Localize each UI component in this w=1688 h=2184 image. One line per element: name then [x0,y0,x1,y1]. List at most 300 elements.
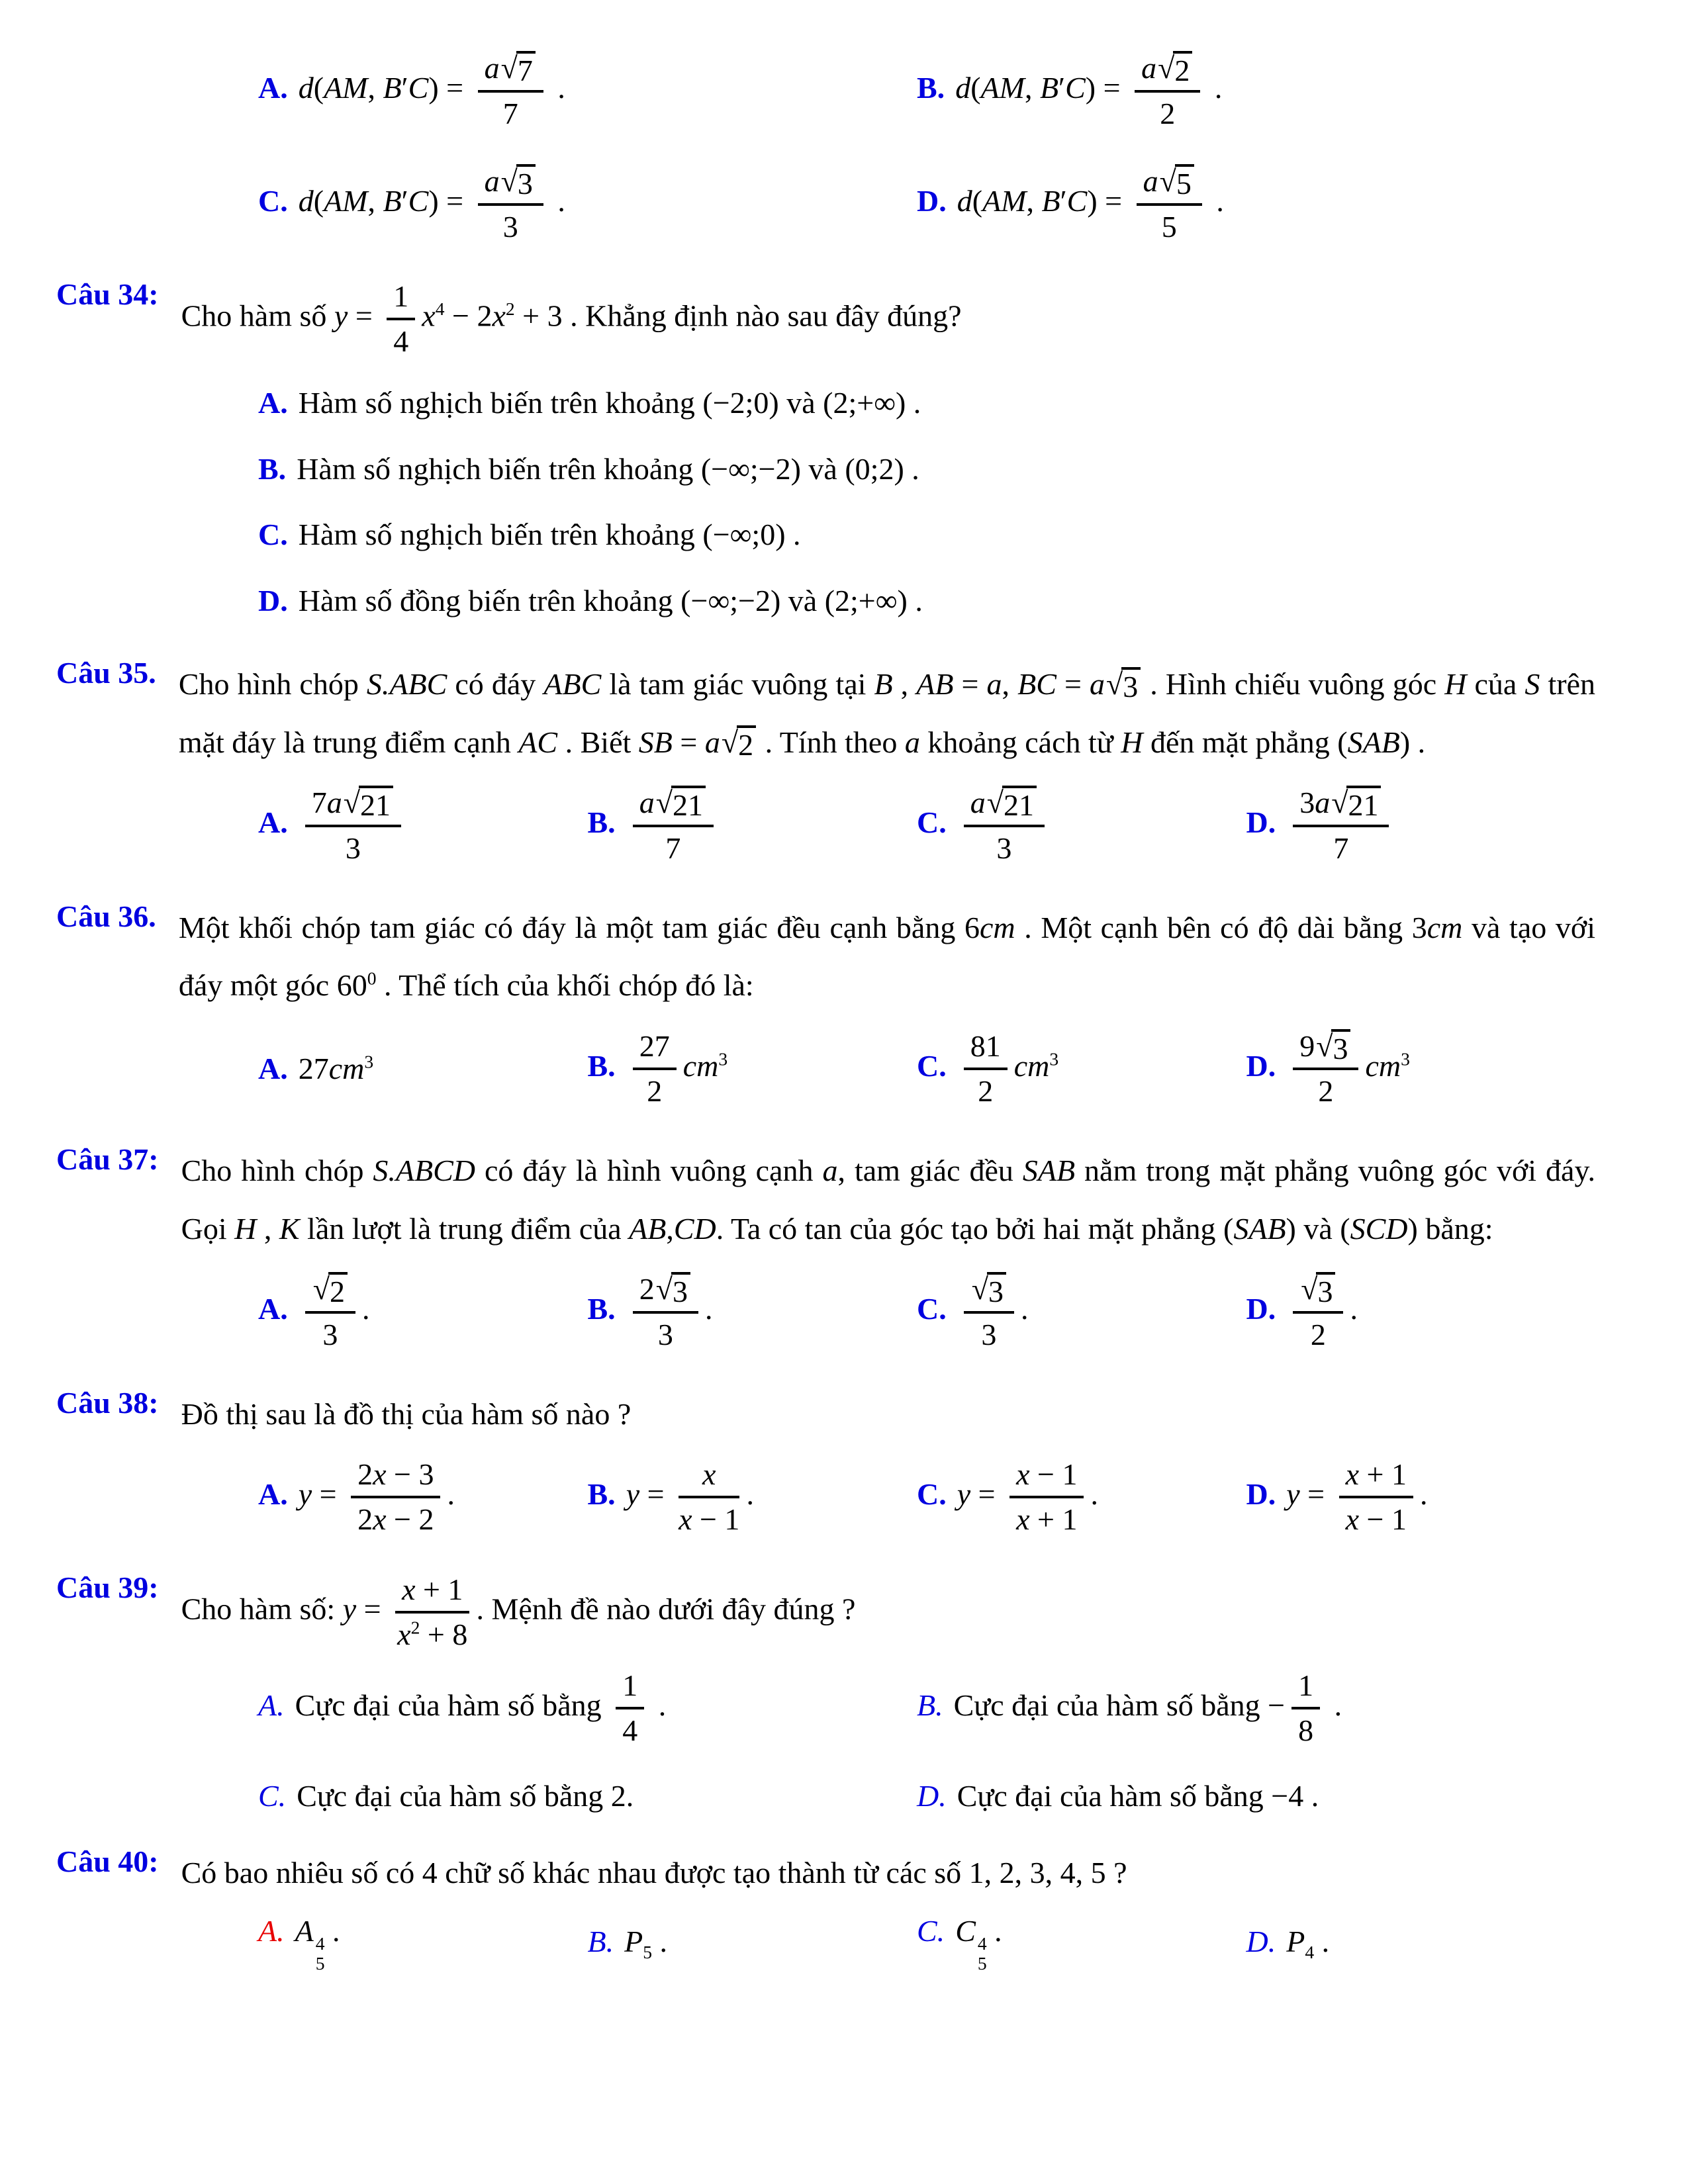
fraction-denominator [1339,1498,1413,1539]
option-formula [298,51,565,130]
square-root [313,1272,348,1310]
option-formula [299,1272,370,1351]
math-text: 8 [1298,1713,1314,1748]
math-text: 7 [311,786,327,820]
option-formula [957,1457,1098,1536]
question-stem-row [56,1385,1602,1443]
math-text: , [367,183,383,218]
fraction-denominator [351,1498,440,1539]
fraction-numerator [478,161,543,206]
math-variable: d [298,183,314,218]
math-text: 7 [517,54,533,87]
math-variable: AC [518,725,558,759]
math-variable: B [1039,70,1059,105]
math-text: 21 [1348,788,1379,823]
option-letter: B. [587,1048,616,1083]
option-c [258,161,917,247]
math-variable: x [402,1572,416,1606]
math-variable: AM [324,70,368,105]
math-text: = [970,1477,1004,1511]
superscript: 3 [1401,1048,1410,1069]
math-text: . Ta có tan của góc tạo bởi hai mặt phẳng ( [716,1211,1234,1246]
radical-icon: √ [721,725,739,759]
option-formula [298,163,565,244]
math-text: , tam giác đều [837,1154,1023,1188]
fraction [478,48,543,134]
fraction-denominator [679,1498,739,1539]
fraction-numerator [395,1570,469,1614]
radicand [328,1272,348,1310]
math-text: ) . [1399,725,1426,759]
fraction-numerator [478,48,543,93]
radicand [516,51,536,89]
math-text: nằm trong mặt phẳng vuông góc với đáy. Gọi [181,1154,1595,1246]
math-text: ( [313,183,324,218]
math-text: 3 [345,831,361,866]
fraction-numerator [964,783,1045,827]
option-letter: A. [258,1477,288,1511]
math-text: ′ [1060,183,1067,218]
radical-icon: √ [312,1272,330,1306]
question-stem-row [56,655,1602,771]
question-number-label: Câu 38: [56,1385,159,1420]
option-text [295,1668,667,1748]
option-text [297,1779,633,1813]
math-text: 27 [639,1029,670,1064]
option-b [588,1026,917,1111]
math-text: . [1419,1477,1428,1511]
option-letter: C. [917,1914,945,1948]
math-text: , [256,1211,279,1246]
math-text: = [1299,1477,1333,1511]
radicand [1173,51,1192,89]
square-root [1158,51,1192,89]
math-variable: C [408,183,429,218]
option-letter: D. [1246,1477,1276,1511]
fraction-denominator [633,1070,677,1111]
math-text: = [348,298,381,333]
math-variable: S.ABC [366,667,447,702]
math-text: + 1 [1029,1502,1078,1536]
option-b [588,1455,917,1539]
fraction-denominator [633,827,714,868]
option-formula [957,1272,1029,1351]
option-formula [955,1914,1002,1974]
fraction [1135,48,1200,134]
square-root [722,725,756,763]
math-text: Cho hình chóp [178,667,367,702]
question-number-label: Câu 36. [56,899,156,933]
math-variable: AM [324,183,368,218]
math-text: 3 [657,1317,673,1351]
option-letter: C. [917,805,947,840]
math-text: 4 [622,1713,638,1748]
option-c [917,1913,1246,1974]
math-text: 7 [502,96,518,130]
math-variable: S.ABCD [373,1154,476,1188]
option-letter: B. [587,805,616,840]
superscript: 3 [718,1048,728,1069]
math-text: . Hình chiếu vuông góc [1142,667,1445,702]
fraction-numerator [1291,1666,1320,1709]
fraction [964,1026,1008,1111]
math-text: 2 [978,1073,994,1108]
fraction [679,1455,739,1539]
math-text: − 1 [692,1502,740,1536]
math-text: ) bằng: [1407,1211,1493,1246]
fraction [964,1269,1014,1355]
option-formula [1286,786,1395,866]
fraction [305,1269,355,1355]
option-a [258,379,1575,428]
option-letter: A. [258,805,288,840]
option-formula [1286,1272,1358,1351]
radical-icon: √ [1158,51,1175,85]
radical-icon: √ [655,1272,673,1306]
fraction [616,1666,644,1751]
math-variable: C [1066,183,1088,218]
math-text: , [666,1211,674,1246]
math-text: 3 [1299,786,1315,820]
superscript: 4 [977,1933,987,1954]
math-text: 2 [647,1073,663,1108]
math-text: , [367,70,383,105]
option-letter: B. [917,70,945,105]
question-stem [181,1385,1602,1443]
math-variable: a [970,786,986,820]
square-root [1316,1029,1350,1067]
math-variable: a [904,725,920,759]
math-text: Hàm số đồng biến trên khoảng (−∞;−2) và (2;+∞) . [298,583,923,617]
option-letter: A. [258,1052,288,1086]
math-variable: x [702,1457,716,1492]
math-text: = [312,1477,345,1511]
math-text: 1 [393,279,409,314]
fraction-denominator [616,1709,644,1751]
superscript: 3 [1049,1048,1059,1069]
math-variable: d [957,183,972,218]
math-text: Cho hàm số: [181,1592,343,1626]
math-text: 3 [1123,670,1139,704]
fraction-denominator [1137,206,1202,247]
fraction [478,161,543,247]
question-stem [181,1142,1602,1257]
math-variable: x [373,1502,387,1536]
fraction-denominator [633,1314,698,1355]
option-letter: C. [917,1477,947,1511]
math-variable: BC [1017,667,1056,702]
option-text [953,1668,1342,1748]
math-variable: SCD [1350,1211,1408,1246]
math-text: 2 [1160,96,1176,130]
option-d [917,1778,1575,1813]
option-formula [624,1925,668,1963]
math-text: trên mặt đáy là trung điểm cạnh [178,667,1596,759]
option-letter: B. [587,1925,614,1959]
superscript: 2 [505,298,515,320]
math-variable: SAB [1347,725,1400,759]
question-stem-row [56,1142,1602,1257]
question-39 [56,1570,1602,1813]
math-text: + 1 [1359,1457,1407,1492]
math-text: 5 [1161,209,1177,244]
radical-icon: √ [1331,786,1348,820]
math-variable: AB [916,667,954,702]
fraction-denominator [1293,1314,1343,1355]
math-variable: AB [629,1211,667,1246]
math-text: 21 [672,788,703,823]
option-d [1246,1455,1576,1539]
math-text: − 1 [1359,1502,1407,1536]
option-letter: A. [258,1688,285,1722]
math-text: . [651,1688,667,1722]
radicand [1316,1272,1335,1310]
question-stem-row [56,277,1602,361]
math-text: Cho hàm số [181,298,334,333]
fraction [305,783,401,868]
math-text: = [356,1592,389,1626]
math-variable: a [1089,667,1105,702]
math-variable: K [279,1211,300,1246]
math-text: , [1002,667,1018,702]
math-text: có đáy [447,667,544,702]
option-letter: A. [258,1914,285,1948]
option-letter: B. [587,1291,616,1326]
superscript-subscript [978,1934,987,1974]
math-text: 4 [393,324,409,359]
math-variable: a [326,786,342,820]
math-text: Cho hình chóp [181,1154,373,1188]
option-c [917,1455,1246,1539]
math-variable: y [1286,1477,1300,1511]
fraction-numerator [1293,1026,1358,1071]
math-text: . [1327,1688,1342,1722]
math-variable: C [955,1914,976,1948]
option-formula [299,786,408,866]
math-text: . [549,70,565,105]
radical-icon: √ [1301,1272,1318,1306]
square-root [1331,786,1381,823]
square-root [1301,1272,1335,1310]
option-text [297,452,919,486]
question-stem [179,655,1602,771]
fraction-numerator [679,1455,739,1498]
option-letter: B. [587,1477,616,1511]
option-formula [299,1052,373,1085]
math-variable: cm [682,1048,719,1083]
math-text: − 1 [1029,1457,1078,1492]
fraction [1293,1269,1343,1355]
math-text: 7 [1333,831,1349,866]
radical-icon: √ [971,1272,988,1306]
math-text: Cực đại của hàm số bằng [295,1688,610,1722]
option-letter: C. [258,518,288,552]
math-text: ( [313,70,324,105]
radical-icon: √ [1316,1028,1333,1063]
fraction-denominator [964,1070,1008,1111]
fraction-numerator [633,1026,677,1070]
math-text: , [892,667,917,702]
math-variable: B [1041,183,1060,218]
option-b [588,1269,917,1355]
math-text: ( [970,70,981,105]
fraction-denominator [1009,1498,1084,1539]
math-text: đến mặt phẳng ( [1143,725,1348,759]
option-a [258,1269,588,1355]
radicand [987,1272,1006,1310]
math-text: . [746,1477,754,1511]
option-b [917,48,1575,134]
fraction-denominator [1135,93,1200,134]
option-letter: D. [917,183,947,218]
radicand [1346,786,1381,823]
question-stem [181,277,1602,361]
option-text [299,386,921,420]
fraction-denominator [478,93,543,134]
math-variable: P [624,1925,643,1959]
math-variable: y [298,1477,312,1511]
fraction-numerator [616,1666,644,1709]
option-formula [955,51,1223,130]
radicand [1331,1029,1350,1067]
radicand [671,1272,690,1310]
option-d [1246,1924,1576,1963]
math-variable: ABC [543,667,602,702]
option-text [299,518,801,551]
square-root [501,164,536,202]
math-variable: C [408,70,429,105]
option-d [1246,783,1576,868]
math-text: . [1090,1477,1098,1511]
math-text: 21 [359,788,391,823]
option-formula [626,1272,713,1351]
math-variable: cm [1365,1048,1401,1083]
math-variable: a [822,1154,838,1188]
fraction-numerator [633,1269,698,1314]
math-variable: y [334,298,348,333]
math-text: Cực đại của hàm số bằng − [953,1688,1286,1722]
square-root [972,1272,1006,1310]
question-36 [56,899,1602,1111]
square-root [987,786,1037,823]
fraction [1291,1666,1320,1751]
math-text: Hàm số nghịch biến trên khoảng (−∞;0) . [298,518,801,552]
math-variable: a [484,163,500,198]
math-text: 2 [357,1457,373,1492]
math-variable: C [1065,70,1086,105]
math-text: ) và ( [1286,1211,1350,1246]
question-number-label: Câu 34: [56,277,159,312]
fraction-numerator [1339,1455,1413,1498]
math-text: 3 [1317,1275,1333,1309]
math-text: 2 [738,727,754,762]
math-variable: x [492,298,506,333]
math-text: 27 [298,1052,329,1086]
fraction-numerator [1293,783,1389,827]
radicand [1121,667,1141,705]
fraction-denominator [387,320,415,361]
math-variable: SB [638,725,673,759]
option-letter: D. [1246,1925,1276,1959]
math-variable: x [1345,1457,1360,1492]
fraction-numerator [1135,48,1200,93]
option-formula [298,1457,455,1536]
math-text: . [1314,1925,1330,1959]
question-number-label: Câu 39: [56,1570,159,1604]
math-variable: d [298,70,314,105]
math-variable: x [422,298,436,333]
fraction-denominator [395,1614,469,1655]
option-formula [957,1029,1059,1108]
math-text: 3 [672,1275,688,1309]
math-text: = [672,725,705,759]
radicand [1002,786,1037,823]
math-text: + 1 [415,1572,463,1606]
option-d [258,576,1575,625]
math-text: Cực đại của hàm số bằng −4 . [957,1778,1319,1813]
square-root [1106,667,1141,705]
fraction [395,1570,469,1655]
math-text: 3 [322,1317,338,1351]
superscript: 3 [364,1052,374,1073]
option-letter: D. [258,583,288,617]
math-variable: B [874,667,893,702]
option-letter: A. [258,1291,288,1326]
option-formula [957,786,1051,866]
fraction-denominator [305,827,401,868]
math-text: 9 [1299,1028,1315,1063]
subscript: 5 [315,1953,325,1974]
fraction-numerator [305,1269,355,1314]
math-variable: H [1444,667,1467,702]
option-text [957,1779,1319,1813]
math-variable: x [1016,1502,1030,1536]
fraction [633,1269,698,1355]
fraction-denominator [1293,827,1389,868]
subscript: 4 [1305,1942,1315,1963]
question-40 [56,1844,1602,1974]
math-variable: AM [980,70,1025,105]
option-formula [1286,1925,1330,1963]
math-variable: x [1345,1502,1360,1536]
math-text: lần lượt là trung điểm của [299,1211,630,1246]
math-text: = [639,1477,673,1511]
math-text: − 2 [386,1502,434,1536]
math-variable: B [383,183,402,218]
option-a [258,1666,917,1751]
math-text: . [549,183,565,218]
fraction [1137,161,1202,247]
math-text: 2 [1174,54,1190,87]
math-text: Một khối chóp tam giác có đáy là một tam giác đều cạnh bằng 6 [178,910,980,944]
fraction-denominator [305,1314,355,1355]
option-text [299,584,923,617]
math-text: = [953,667,987,702]
math-variable: a [1143,163,1158,198]
option-letter: D. [1246,805,1276,840]
fraction [1293,1026,1358,1112]
math-variable: cm [328,1052,365,1086]
math-variable: y [342,1592,357,1626]
question-stem [179,899,1602,1015]
radical-icon: √ [343,786,360,820]
fraction [387,277,415,361]
radical-icon: √ [500,163,518,198]
fraction-numerator [305,783,401,827]
option-c [258,510,1575,559]
math-text: . [704,1291,713,1326]
fraction-denominator [1293,1070,1358,1111]
